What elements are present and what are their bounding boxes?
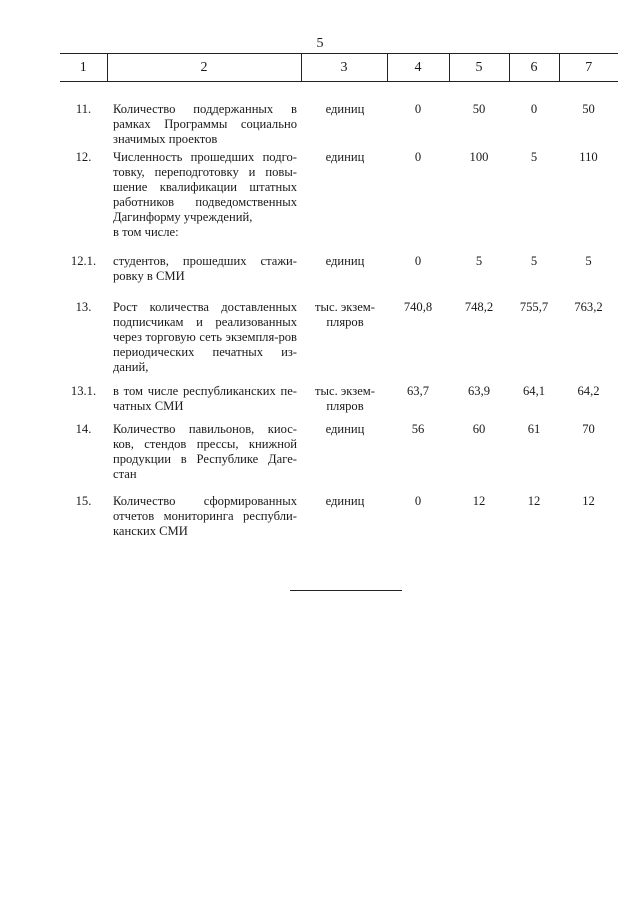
column-header-7: 7 [559, 54, 618, 82]
row-value-6: 64,1 [522, 384, 546, 398]
row-value-5: 748,2 [464, 300, 494, 314]
row-unit: единиц [325, 102, 365, 116]
table-row [60, 384, 618, 422]
row-unit: единиц [325, 254, 365, 268]
row-value-7: 64,2 [577, 384, 600, 398]
page-number: 5 [316, 36, 324, 51]
row-description: Количество павильонов, киос-ков, стендов прессы, книжной продукции в Республике Даге-стан [113, 422, 297, 481]
row-value-5: 60 [472, 422, 486, 436]
column-header-6: 6 [509, 54, 559, 82]
row-description: Количество сформированных отчетов мониторинга республи-канских СМИ [113, 494, 297, 538]
row-value-4: 0 [414, 102, 422, 116]
table-header-row [60, 54, 618, 82]
row-number: 14. [75, 422, 92, 436]
row-unit: единиц [325, 150, 365, 164]
row-value-5: 5 [475, 254, 483, 268]
row-description: в том числе республиканских пе-чатных СМИ [113, 384, 297, 413]
indicators-table-container [60, 53, 618, 539]
column-header-4: 4 [387, 54, 449, 82]
table-row [60, 300, 618, 384]
row-value-4: 0 [414, 494, 422, 508]
table-spacer-row [60, 82, 618, 103]
row-value-4: 0 [414, 150, 422, 164]
row-number: 15. [75, 494, 92, 508]
row-value-4: 0 [414, 254, 422, 268]
table-row [60, 102, 618, 150]
row-number: 12. [75, 150, 92, 164]
row-number: 13. [75, 300, 92, 314]
row-value-7: 763,2 [574, 300, 603, 314]
row-value-6: 5 [530, 254, 538, 268]
column-header-2: 2 [107, 54, 301, 82]
row-value-4: 740,8 [403, 300, 433, 314]
table-row [60, 254, 618, 300]
row-value-4: 56 [411, 422, 425, 436]
row-unit: единиц [325, 494, 365, 508]
row-value-7: 70 [582, 422, 595, 436]
row-description: Численность прошедших подго-товку, переподготовку и повы-шение квалификации штатных работников подведомственных Дагинформу учреждений, в том числе: [113, 150, 297, 239]
column-header-3: 3 [301, 54, 387, 82]
row-unit: единиц [325, 422, 365, 436]
row-description: Количество поддержанных в рамках Программы социально значимых проектов [113, 102, 297, 146]
indicators-table [60, 53, 618, 539]
row-number: 13.1. [70, 384, 97, 398]
row-description: Рост количества доставленных подписчикам и реализованных через торговую сеть экземпля-ров периодических печатных из-даний, [113, 300, 297, 374]
row-value-6: 5 [530, 150, 538, 164]
row-number: 12.1. [70, 254, 97, 268]
row-unit: тыс. экзем-пляров [315, 384, 375, 413]
column-header-5: 5 [449, 54, 509, 82]
row-value-6: 12 [527, 494, 541, 508]
row-value-4: 63,7 [406, 384, 430, 398]
column-header-1: 1 [60, 54, 107, 82]
row-description: студентов, прошедших стажи-ровку в СМИ [113, 254, 297, 283]
row-value-5: 63,9 [467, 384, 491, 398]
row-value-7: 12 [582, 494, 595, 508]
table-row [60, 150, 618, 254]
row-number: 11. [75, 102, 92, 116]
row-value-6: 61 [527, 422, 541, 436]
row-unit: тыс. экзем-пляров [315, 300, 375, 329]
row-value-6: 0 [530, 102, 538, 116]
row-value-5: 12 [472, 494, 486, 508]
row-value-6: 755,7 [519, 300, 549, 314]
row-value-7: 5 [585, 254, 592, 268]
row-value-5: 50 [472, 102, 486, 116]
end-divider-line [290, 590, 402, 591]
table-row [60, 422, 618, 494]
row-value-5: 100 [469, 150, 489, 164]
row-value-7: 50 [582, 102, 595, 116]
table-row [60, 494, 618, 539]
row-value-7: 110 [579, 150, 598, 164]
